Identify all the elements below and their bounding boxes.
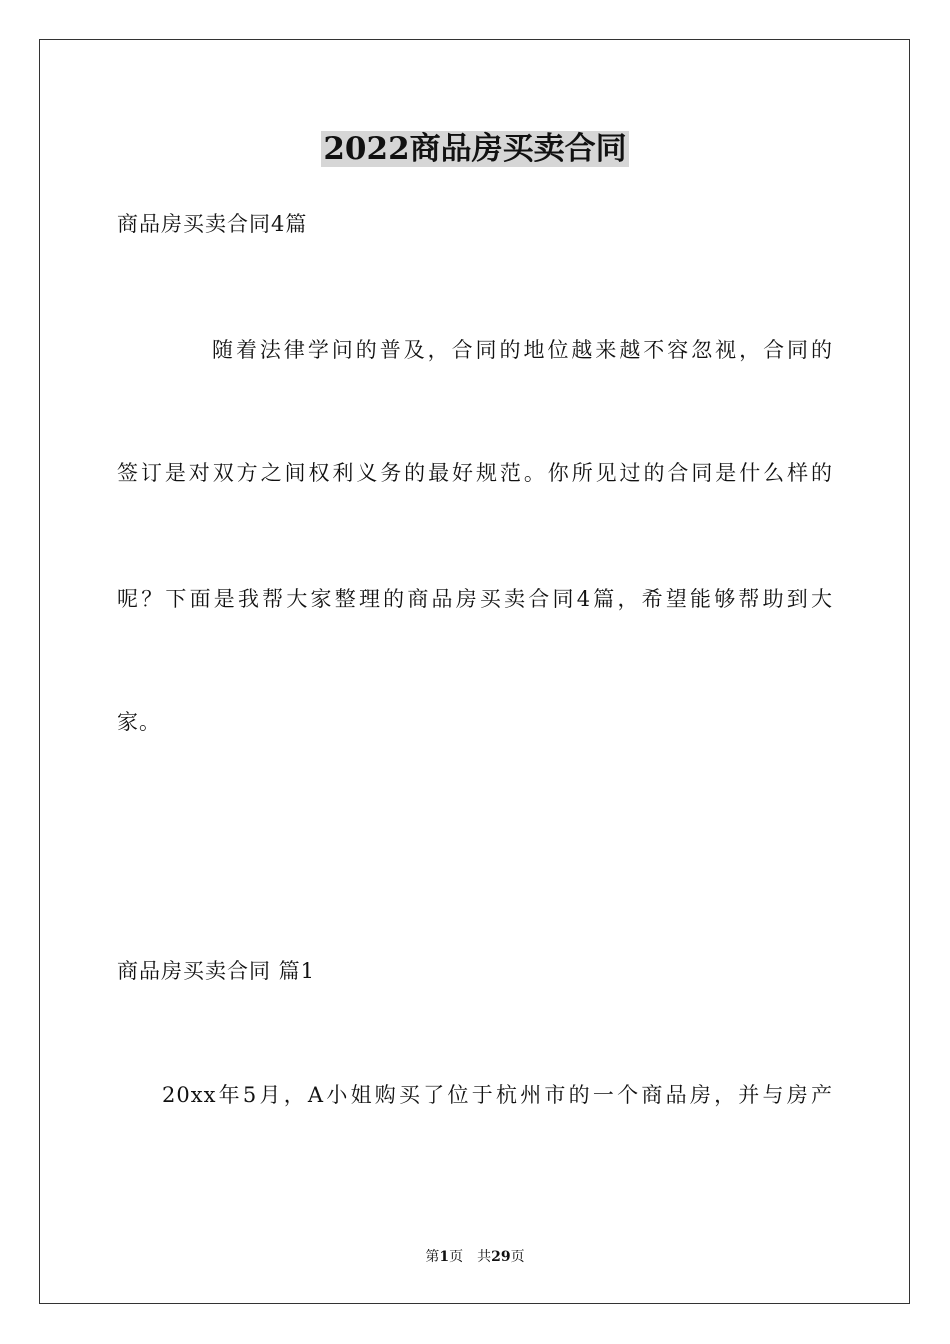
intro-line-4: 家。 [117, 710, 161, 734]
footer-total-suffix: 页 [510, 1249, 525, 1265]
document-title [0, 126, 950, 172]
page-footer [0, 1247, 950, 1267]
footer-page-prefix: 第 [425, 1249, 440, 1265]
footer-total-prefix: 共 [477, 1249, 492, 1265]
footer-page-total: 29 [491, 1249, 511, 1265]
section-first-line: 20xx年5月，A小姐购买了位于杭州市的一个商品房，并与房产 [162, 1083, 833, 1107]
document-title-text: 2022商品房买卖合同 [323, 131, 627, 167]
footer-page-current: 1 [439, 1249, 450, 1265]
footer-page-suffix: 页 [449, 1249, 464, 1265]
intro-line-3: 呢？下面是我帮大家整理的商品房买卖合同4篇，希望能够帮助到大 [117, 587, 833, 611]
intro-line-2: 签订是对双方之间权利义务的最好规范。你所见过的合同是什么样的 [117, 461, 833, 485]
intro-line-1: 随着法律学问的普及，合同的地位越来越不容忽视，合同的 [212, 338, 833, 362]
section-heading: 商品房买卖合同 篇1 [117, 959, 316, 983]
document-subtitle: 商品房买卖合同4篇 [117, 212, 308, 236]
